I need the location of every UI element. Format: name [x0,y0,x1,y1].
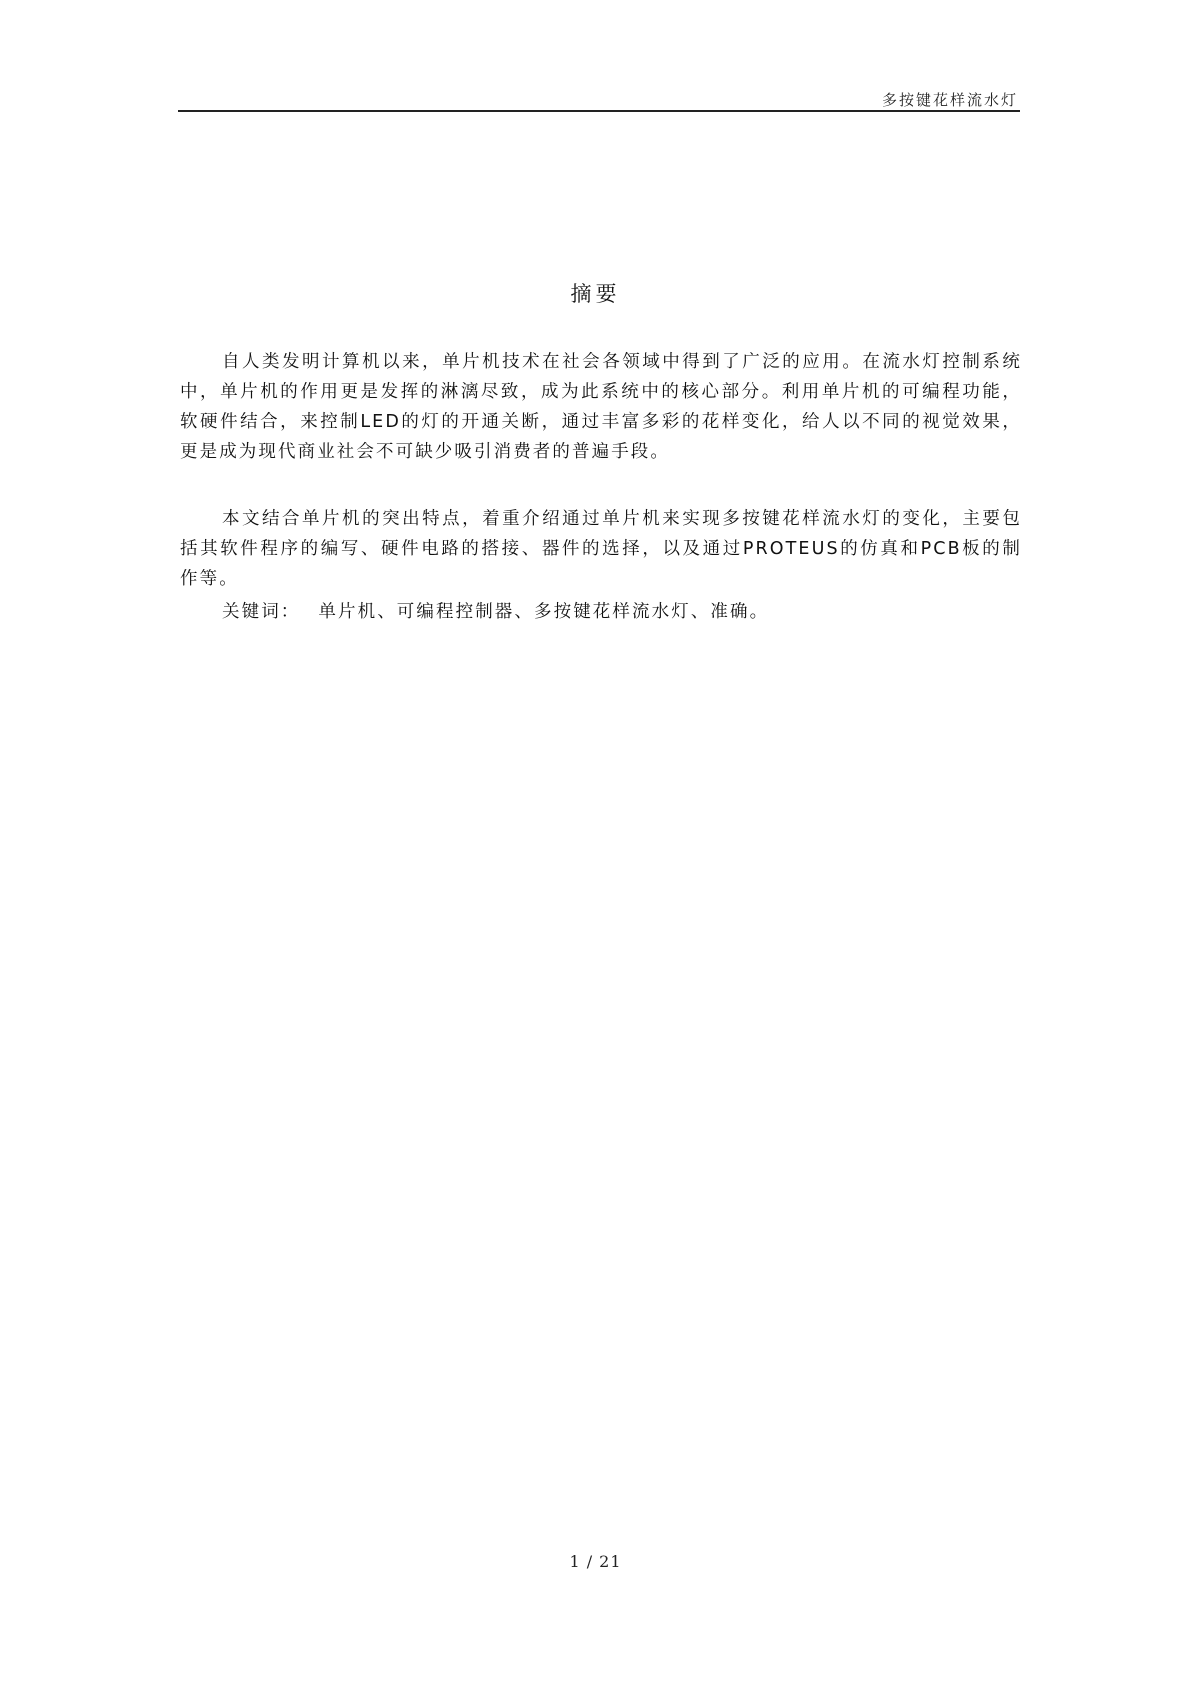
abstract-paragraph-2: 本文结合单片机的突出特点，着重介绍通过单片机来实现多按键花样流水灯的变化，主要包括其软件程序的编写、硬件电路的搭接、器件的选择，以及通过PROTEUS的仿真和PCB板的制作等。 [180,509,1022,589]
keywords-label: 关键词： [222,602,301,622]
keywords-line [180,597,1022,627]
running-header-title: 多按键花样流水灯 [881,91,1018,109]
abstract-paragraph-1: 自人类发明计算机以来，单片机技术在社会各领域中得到了广泛的应用。在流水灯控制系统中，单片机的作用更是发挥的淋漓尽致，成为此系统中的核心部分。利用单片机的可编程功能，软硬件结合，来控制LED的灯的开通关断，通过丰富多彩的花样变化，给人以不同的视觉效果，更是成为现代商业社会不可缺少吸引消费者的普遍手段。 [180,352,1022,462]
keywords-text: 单片机、可编程控制器、多按键花样流水灯、准确。 [318,602,770,622]
running-header [178,86,1020,112]
page-number: 1 / 21 [569,1552,622,1571]
abstract-heading: 摘要 [570,282,621,306]
